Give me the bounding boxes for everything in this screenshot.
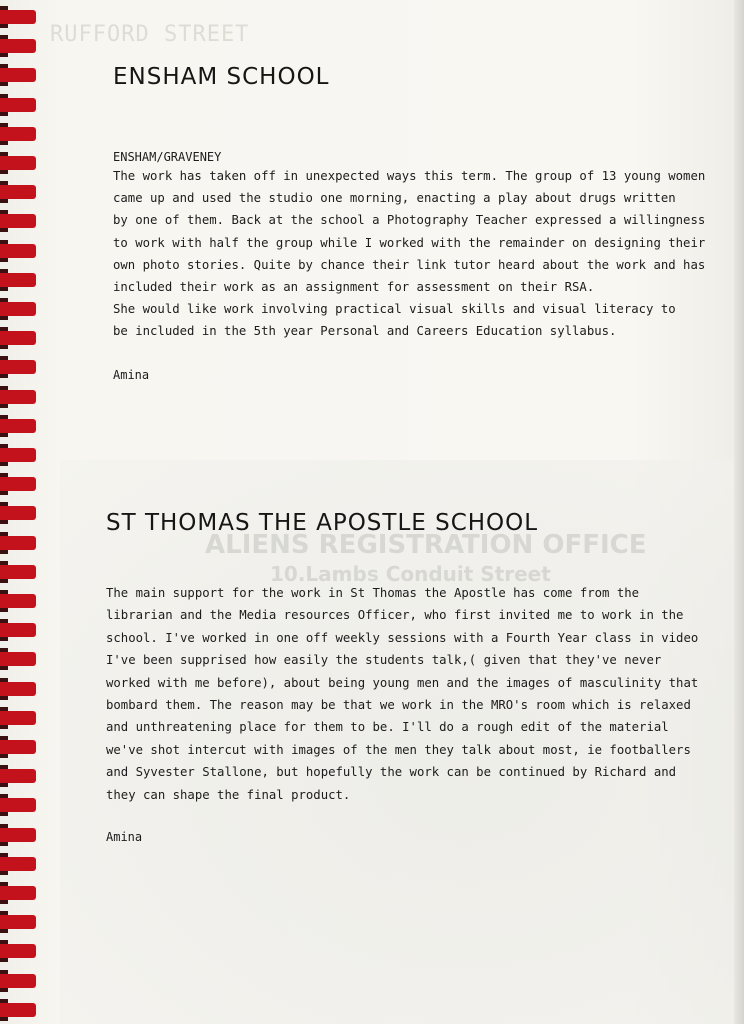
text-line: by one of them. Back at the school a Photography Teacher expressed a willingness (113, 213, 706, 228)
binding-ring (0, 39, 36, 53)
binding-ring (0, 915, 36, 929)
binding-ring (0, 68, 36, 82)
binding-ring (0, 682, 36, 696)
text-line: The work has taken off in unexpected ways this term. The group of 13 young women (113, 169, 706, 183)
text-line: and unthreatening place for them to be. I'll do a rough edit of the material (106, 720, 669, 735)
binding-ring (0, 331, 36, 345)
binding-ring (0, 98, 36, 112)
binding-ring (0, 944, 36, 958)
binding-ring (0, 477, 36, 491)
binding-ring (0, 652, 36, 666)
binding-ring (0, 273, 36, 287)
text-line: they can shape the final product. (106, 787, 351, 802)
text-line: we've shot intercut with images of the men they talk about most, ie footballers (106, 742, 691, 757)
section-body-ensham (113, 165, 723, 343)
text-line: to work with half the group while I worked with the remainder on designing their (113, 235, 706, 250)
binding-ring (0, 798, 36, 812)
section-title-ensham: ENSHAM SCHOOL (113, 64, 330, 90)
binding-ring (0, 857, 36, 871)
binding-ring (0, 185, 36, 199)
binding-ring (0, 974, 36, 988)
text-line: school. I've worked in one off weekly sessions with a Fourth Year class in video (106, 630, 699, 645)
text-line: She would like work involving practical visual skills and visual literacy to (113, 302, 676, 317)
section-subtitle: ENSHAM/GRAVENEY (113, 150, 222, 164)
text-line: librarian and the Media resources Officer, who first invited me to work in the (106, 608, 684, 623)
text-line: own photo stories. Quite by chance their link tutor heard about the work and has (113, 257, 706, 272)
section-title-st-thomas: ST THOMAS THE APOSTLE SCHOOL (106, 510, 539, 536)
binding-ring (0, 565, 36, 579)
text-line: and Syvester Stallone, but hopefully the work can be continued by Richard and (106, 765, 677, 780)
text-line: I've been supprised how easily the students talk,( given that they've never (106, 653, 662, 668)
spiral-binding (0, 0, 44, 1024)
faded-show-through-title: RUFFORD STREET (50, 22, 250, 47)
text-line: worked with me before), about being young men and the images of masculinity that (106, 675, 699, 690)
text-line: came up and used the studio one morning, enacting a play about drugs written (113, 191, 676, 206)
page-edge (734, 0, 744, 1024)
signature-ensham: Amina (113, 368, 150, 382)
binding-ring (0, 360, 36, 374)
binding-ring (0, 214, 36, 228)
binding-ring (0, 594, 36, 608)
faded-sign-line-1: ALIENS REGISTRATION OFFICE (205, 530, 647, 560)
binding-ring (0, 244, 36, 258)
binding-ring (0, 10, 36, 24)
binding-ring (0, 623, 36, 637)
binding-ring (0, 506, 36, 520)
binding-ring (0, 419, 36, 433)
binding-ring (0, 886, 36, 900)
binding-ring (0, 156, 36, 170)
text-line: bombard them. The reason may be that we work in the MRO's room which is relaxed (106, 698, 691, 713)
binding-ring (0, 448, 36, 462)
binding-ring (0, 127, 36, 141)
binding-ring (0, 769, 36, 783)
text-line: be included in the 5th year Personal and Careers Education syllabus. (113, 324, 617, 339)
binding-ring (0, 740, 36, 754)
text-line: included their work as an assignment for assessment on their RSA. (113, 280, 595, 295)
binding-ring (0, 828, 36, 842)
binding-ring (0, 1003, 36, 1017)
binding-ring (0, 536, 36, 550)
signature-st-thomas: Amina (106, 830, 143, 844)
text-line: The main support for the work in St Thomas the Apostle has come from the (106, 586, 640, 600)
binding-ring (0, 390, 36, 404)
section-body-st-thomas (106, 582, 726, 806)
faded-sign-line-2: 10.Lambs Conduit Street (270, 562, 551, 586)
binding-ring (0, 302, 36, 316)
binding-ring (0, 711, 36, 725)
